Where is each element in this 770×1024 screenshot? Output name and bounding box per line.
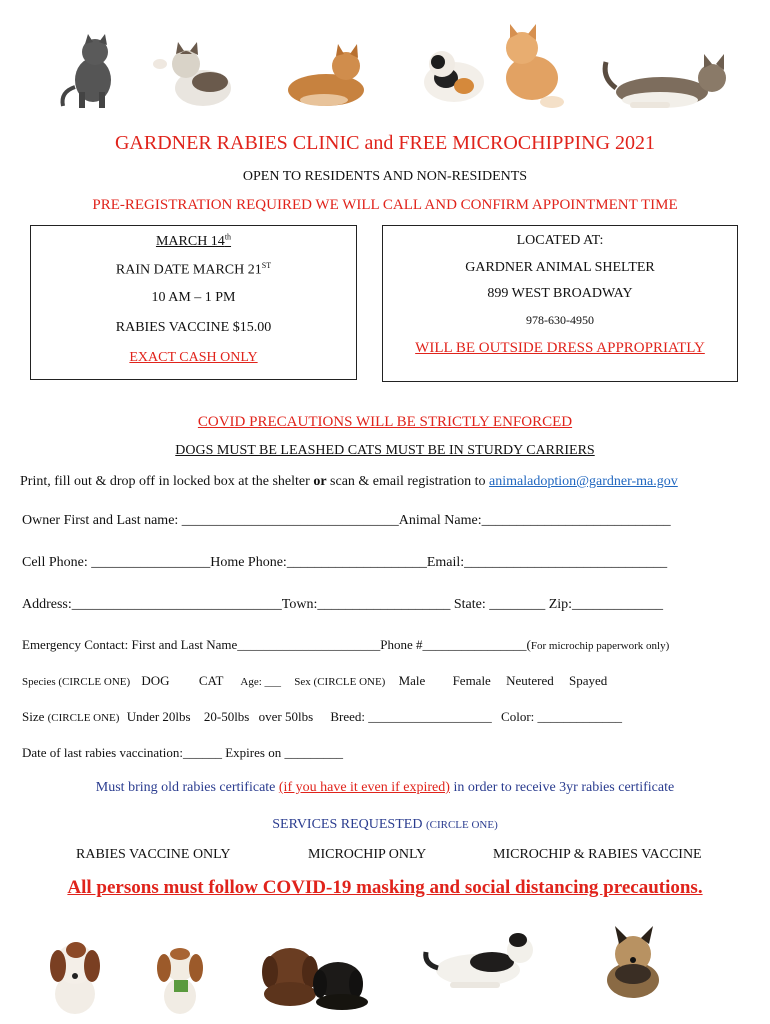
cat-lying-photo <box>600 48 735 118</box>
event-date <box>31 232 356 250</box>
outside-note: WILL BE OUTSIDE DRESS APPROPRIATLY <box>415 340 705 356</box>
kittens-photo <box>402 20 582 114</box>
email-link[interactable]: animaladoption@gardner-ma.gov <box>489 474 678 489</box>
size-row <box>22 709 622 725</box>
instructions: Print, fill out & drop off in locked box at the shelter or scan & email registration to animaladoption@gardner-ma.gov <box>20 474 678 489</box>
puppy-brown-white-photo <box>40 928 110 1016</box>
service-option-microchip[interactable]: MICROCHIP ONLY <box>308 847 427 862</box>
species-label: Species (CIRCLE ONE) <box>22 676 131 688</box>
size-option-under-20[interactable]: Under 20lbs <box>126 709 191 724</box>
shelter-phone: 978-630-4950 <box>526 313 594 327</box>
yorkie-puppy-photo <box>595 924 670 1004</box>
open-to-text: OPEN TO RESIDENTS AND NON-RESIDENTS <box>242 169 528 184</box>
size-option-over-50[interactable]: over 50lbs <box>258 709 314 724</box>
dachshund-puppies-photo <box>250 930 375 1010</box>
shelter-name: GARDNER ANIMAL SHELTER <box>465 260 655 275</box>
color-field[interactable]: Color: _____________ <box>501 709 623 724</box>
size-option-20-50[interactable]: 20-50lbs <box>203 709 250 724</box>
covid-precautions: COVID PRECAUTIONS WILL BE STRICTLY ENFORCED <box>197 414 573 430</box>
service-option-both[interactable]: MICROCHIP & RABIES VACCINE <box>493 847 702 862</box>
preregistration-text: PRE-REGISTRATION REQUIRED WE WILL CALL AND CONFIRM APPOINTMENT TIME <box>92 197 678 213</box>
size-label: Size (CIRCLE ONE) <box>22 709 120 724</box>
rabies-date-field[interactable]: Date of last rabies vaccination:______ Expires on _________ <box>22 745 343 760</box>
cat-orange-photo <box>284 40 374 112</box>
address-fields[interactable]: Address:______________________________Town:___________________ State: ________ Zip:_____________ <box>22 597 664 612</box>
page-title: GARDNER RABIES CLINIC and FREE MICROCHIPPING 2021 <box>114 132 656 154</box>
breed-field[interactable]: Breed: ___________________ <box>330 709 492 724</box>
shelter-address: 899 WEST BROADWAY <box>487 286 633 301</box>
event-date-text: MARCH 14th <box>155 232 232 249</box>
age-field[interactable]: Age: ___ <box>240 676 282 688</box>
location-box <box>382 225 738 382</box>
sex-option-neutered[interactable]: Neutered <box>506 673 554 688</box>
cat-pawing-photo <box>148 38 243 110</box>
located-at-label: LOCATED AT: <box>516 233 604 248</box>
species-row <box>22 673 607 689</box>
owner-name-field[interactable]: Owner First and Last name: _______________________________Animal Name:___________________________ <box>22 513 671 528</box>
event-details-box <box>30 225 357 380</box>
event-time: 10 AM – 1 PM <box>151 290 236 305</box>
certificate-note: Must bring old rabies certificate (if you have it even if expired) in order to receive 3yr rabies certificate <box>95 780 675 795</box>
covid-footer: All persons must follow COVID-19 masking and social distancing precautions. <box>67 877 703 898</box>
phone-email-fields[interactable]: Cell Phone: _________________Home Phone:____________________Email:_____________________________ <box>22 555 668 570</box>
species-option-dog[interactable]: DOG <box>141 673 170 688</box>
species-option-cat[interactable]: CAT <box>198 673 224 688</box>
sex-option-spayed[interactable]: Spayed <box>568 673 608 688</box>
services-heading: SERVICES REQUESTED (CIRCLE ONE) <box>272 817 498 832</box>
cash-only-note: EXACT CASH ONLY <box>129 350 258 365</box>
vaccine-price: RABIES VACCINE $15.00 <box>115 320 272 335</box>
rain-date: RAIN DATE MARCH 21ST <box>115 261 272 278</box>
leash-rule: DOGS MUST BE LEASHED CATS MUST BE IN STURDY CARRIERS <box>175 443 595 458</box>
emergency-contact-field[interactable]: Emergency Contact: First and Last Name______________________Phone #________________(For microchip paperwork only) <box>22 637 670 652</box>
cat-gray-photo <box>55 32 125 110</box>
service-option-rabies[interactable]: RABIES VACCINE ONLY <box>76 847 231 862</box>
sex-option-male[interactable]: Male <box>398 673 426 688</box>
sex-option-female[interactable]: Female <box>452 673 491 688</box>
sex-label: Sex (CIRCLE ONE) <box>294 676 386 688</box>
beagle-puppy-photo <box>150 940 210 1016</box>
border-collie-puppy-photo <box>420 928 545 998</box>
